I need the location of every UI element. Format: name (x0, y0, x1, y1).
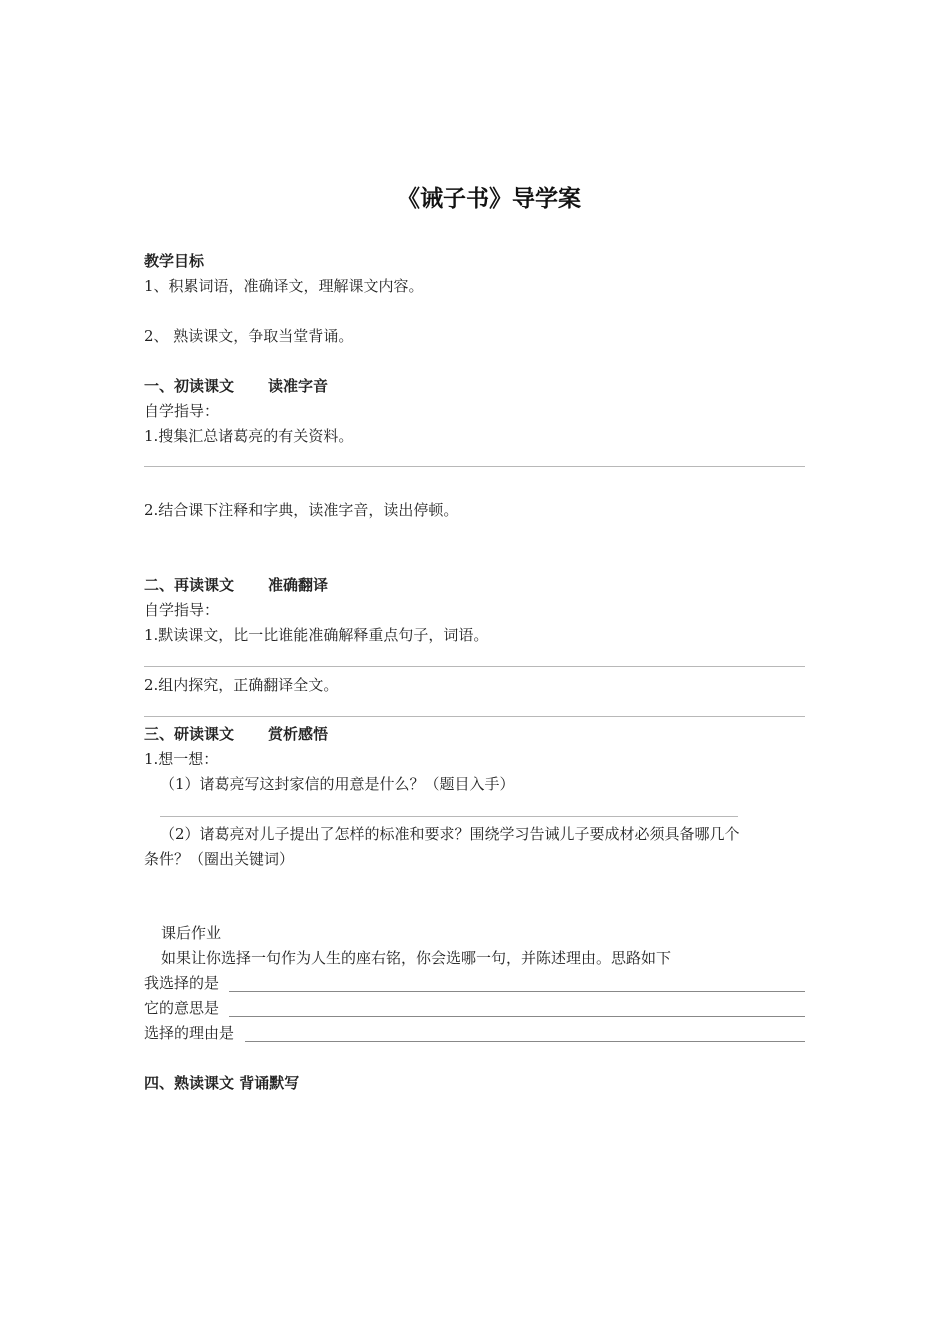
section3-question-1: （1）诸葛亮写这封家信的用意是什么？（题目入手） (160, 775, 515, 793)
section4-heading: 四、熟读课文 背诵默写 (144, 1074, 300, 1092)
section3-question-2-cont: 条件？（圈出关键词） (144, 850, 295, 868)
homework-prompt: 如果让你选择一句作为人生的座右铭，你会选哪一句，并陈述理由。思路如下 (161, 949, 672, 967)
section1-guide: 自学指导： (144, 402, 220, 420)
section2-heading-sub: 准确翻译 (268, 576, 329, 594)
section2-item-2: 2.组内探究，正确翻译全文。 (144, 676, 339, 694)
homework-field-label: 选择的理由是 (144, 1024, 235, 1042)
section2-heading-main: 二、再读课文 (144, 576, 235, 594)
section3-think: 1.想一想： (144, 750, 219, 768)
objective-item-2: 2、 熟读课文，争取当堂背诵。 (144, 327, 354, 345)
homework-field-label: 我选择的是 (144, 974, 220, 992)
document-title: 《诫子书》导学案 (397, 186, 581, 212)
objective-item-1: 1、积累词语，准确译文，理解课文内容。 (144, 277, 424, 295)
homework-answer-line[interactable] (229, 1016, 805, 1017)
section3-question-2: （2）诸葛亮对儿子提出了怎样的标准和要求？围绕学习告诫儿子要成材必须具备哪几个 (160, 825, 740, 843)
section1-heading-main: 一、初读课文 (144, 377, 235, 395)
section2-item-1: 1.默读课文，比一比谁能准确解释重点句子，词语。 (144, 626, 489, 644)
homework-answer-line[interactable] (229, 991, 805, 992)
section3-heading (144, 724, 328, 744)
answer-line[interactable] (144, 716, 805, 717)
homework-answer-line[interactable] (245, 1041, 805, 1042)
objectives-heading: 教学目标 (144, 252, 205, 270)
section1-item-2: 2.结合课下注释和字典，读准字音，读出停顿。 (144, 501, 459, 519)
section1-heading (144, 376, 328, 396)
homework-field-label: 它的意思是 (144, 999, 220, 1017)
answer-line[interactable] (144, 666, 805, 667)
answer-line[interactable] (160, 816, 738, 817)
section3-heading-sub: 赏析感悟 (268, 725, 329, 743)
answer-line[interactable] (144, 466, 805, 467)
section2-guide: 自学指导： (144, 601, 220, 619)
section3-heading-main: 三、研读课文 (144, 725, 235, 743)
section1-heading-sub: 读准字音 (268, 377, 329, 395)
section1-item-1: 1.搜集汇总诸葛亮的有关资料。 (144, 427, 354, 445)
homework-heading: 课后作业 (161, 924, 222, 942)
section2-heading (144, 575, 328, 595)
